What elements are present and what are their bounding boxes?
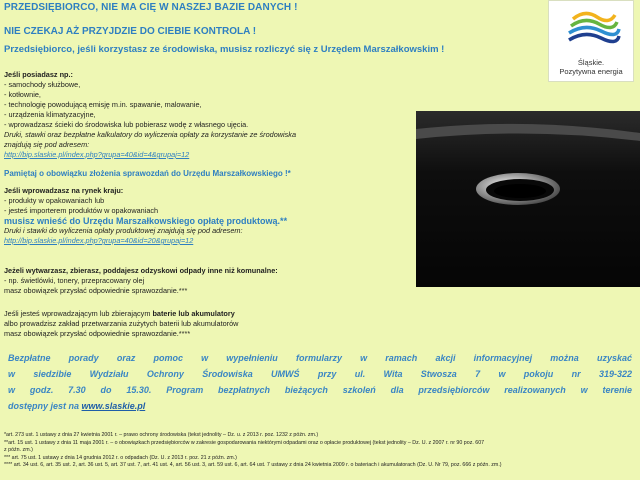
batteries-processing: albo prowadzisz zakład przetwarzania zużytych baterii lub akumulatorów [4, 319, 239, 328]
exhaust-pipe-photo [416, 111, 640, 287]
section2-title: Jeśli wprowadzasz na rynek kraju: [4, 186, 124, 195]
list-item: - kotłownie, [4, 90, 41, 99]
list-item: - urządzenia klimatyzacyjne, [4, 110, 96, 119]
list-item: - wprowadzasz ścieki do środowiska lub pobierasz wodę z własnego ujęcia. [4, 120, 249, 129]
advice-line: w siedzibie Wydziału Ochrony Środowiska UMWŚ przy ul. Wita Stwosza 7 w pokoju nr 319-322 [8, 369, 632, 379]
logo-name: Śląskie. [577, 58, 605, 67]
bip-link-products[interactable]: http://bip.slaskie.pl/index.php?grupa=40&id=20&grupaj=12 [4, 236, 194, 245]
section-products [4, 186, 287, 246]
footnote: *art. 273 ust. 1 ustawy z dnia 27 kwietnia 2001 r. – prawo ochrony środowiska (tekst jednolity – Dz. u. z 2013 r. poz. 1232 z późn. zm.) [4, 432, 319, 438]
section-waste [4, 266, 278, 296]
exhaust-pipe-image [416, 111, 640, 287]
section1-title: Jeśli posiadasz np.: [4, 70, 73, 79]
headline-dont-wait: NIE CZEKAJ AŻ PRZYJDZIE DO CIEBIE KONTROLA ! [4, 26, 257, 37]
headline-no-database: PRZEDSIĘBIORCO, NIE MA CIĘ W NASZEJ BAZIE DANYCH ! [4, 2, 298, 13]
slaskie-logo [548, 0, 634, 82]
product-fee-notice: musisz wnieść do Urzędu Marszałkowskiego opłatę produktową.** [4, 216, 288, 226]
advice-line: Bezpłatne porady oraz pomoc w wypełnieniu formularzy w ramach akcji informacyjnej można uzyskać [8, 353, 632, 363]
bip-link-environment[interactable]: http://bip.slaskie.pl/index.php?grupa=40&id=4&grupaj=12 [4, 150, 190, 159]
list-item: - technologię powodującą emisję m.in. spawanie, malowanie, [4, 100, 202, 109]
legal-footnotes [4, 432, 636, 470]
section3-title: Jeżeli wytwarzasz, zbierasz, poddajesz odzyskowi odpady inne niż komunalne: [4, 266, 278, 275]
section-batteries [4, 309, 238, 339]
logo-waves-icon [549, 5, 633, 57]
batteries-intro: Jeśli jesteś wprowadzającym lub zbierającym [4, 309, 153, 318]
advice-line: dostępny jest na [8, 401, 82, 411]
section1-note: Druki, stawki oraz bezpłatne kalkulatory do wyliczenia opłaty za korzystanie ze środowiska [4, 130, 297, 139]
footnote: **** art. 34 ust. 6, art. 35 ust. 2, art. 36 ust. 5, art. 37 ust. 7, art. 41 ust. 4, art. 56 ust. 3, art. 59 ust. 6, art. 64 ust. 7 ustawy z dnia 24 kwietnia 2009 r. o bateriach i akumulatorach (Dz. U. Nr 79, poz. 666 z późn. zm.) [4, 462, 502, 469]
footnote: z późn. zm.) [4, 447, 33, 454]
logo-tagline: Pozytywna energia [559, 67, 623, 76]
free-advice-block [0, 350, 640, 414]
waste-report-duty: masz obowiązek przysłać odpowiednie sprawozdanie.*** [4, 286, 188, 295]
section1-note-2: znajdują się pod adresem: [4, 140, 90, 149]
batteries-report-duty: masz obowiązek przysłać odpowiednie sprawozdanie.**** [4, 329, 191, 338]
section2-note: Druki i stawki do wyliczenia opłaty produktowej znajdują się pod adresem: [4, 226, 243, 235]
list-item: - produkty w opakowaniach lub [4, 196, 105, 205]
section-environment [4, 70, 296, 160]
waste-examples: - np. świetlówki, tonery, przepracowany olej [4, 276, 145, 285]
slaskie-website-link[interactable]: www.slaskie.pl [81, 401, 146, 411]
list-item: - samochody służbowe, [4, 80, 81, 89]
advice-line: w godz. 7.30 do 15.30. Program bezpłatnych bieżących szkoleń dla przedsiębiorców realizowanych w terenie [8, 385, 632, 395]
batteries-bold: baterie lub akumulatory [152, 309, 235, 318]
footnote: **art. 15 ust. 1 ustawy z dnia 11 maja 2001 r. – o obowiązkach przedsiębiorców w zakresie gospodarowania niektórymi odpadami oraz o opłacie produktowej (tekst jednolity – Dz. U. z 2007 r. nr 90 poz. 607 [4, 439, 485, 446]
reminder-reports: Pamiętaj o obowiązku złożenia sprawozdań do Urzędu Marszałkowskiego !* [4, 169, 291, 178]
headline-settle-with-office: Przedsiębiorco, jeśli korzystasz ze środowiska, musisz rozliczyć się z Urzędem Marszałkowskim ! [4, 44, 445, 55]
list-item: - jesteś importerem produktów w opakowaniach [4, 206, 159, 215]
footnote: *** art. 75 ust. 1 ustawy z dnia 14 grudnia 2012 r. o odpadach (Dz. U. z 2013 r. poz. 21 z późn. zm.) [4, 454, 237, 461]
